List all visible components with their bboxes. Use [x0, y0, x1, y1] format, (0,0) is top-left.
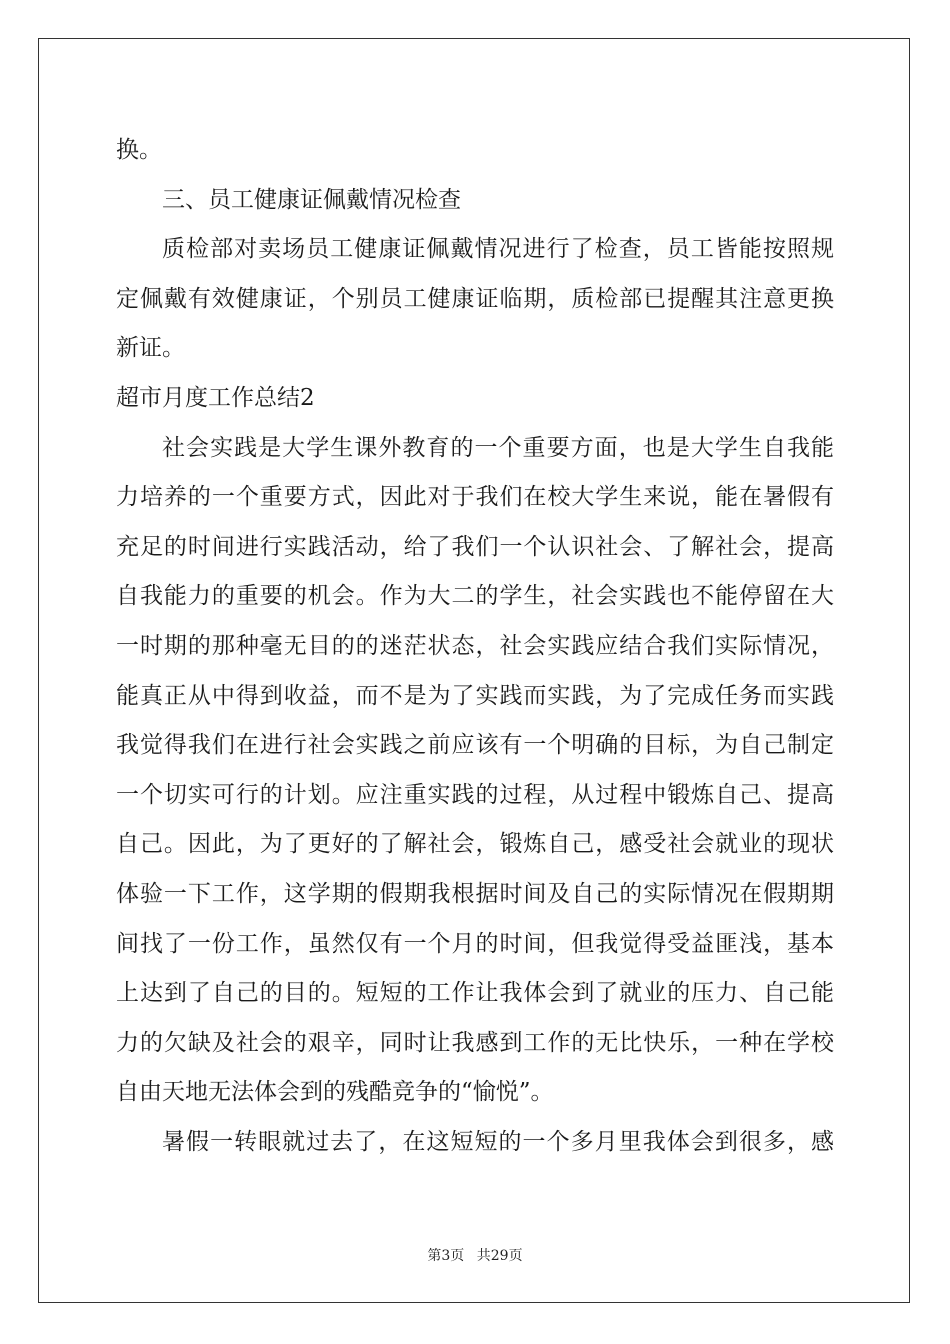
- text-line: 自我能力的重要的机会。作为大二的学生，社会实践也不能停留在大: [116, 583, 834, 610]
- text-line: 新证。: [116, 335, 185, 362]
- document-body: [116, 126, 834, 1167]
- text-line: 体验一下工作，这学期的假期我根据时间及自己的实际情况在假期期: [116, 880, 834, 907]
- text-line: 换。: [116, 137, 162, 163]
- text-line: 自由天地无法体会到的残酷竞争的“愉悦”。: [116, 1079, 554, 1106]
- text-line: 定佩戴有效健康证，个别员工健康证临期，质检部已提醒其注意更换: [116, 285, 834, 312]
- text-line: 力的欠缺及社会的艰辛，同时让我感到工作的无比快乐，一种在学校: [116, 1029, 834, 1056]
- text-line: 间找了一份工作，虽然仅有一个月的时间，但我觉得受益匪浅，基本: [116, 930, 834, 957]
- text-line: 能真正从中得到收益，而不是为了实践而实践，为了完成任务而实践: [116, 682, 834, 709]
- text-line: 暑假一转眼就过去了，在这短短的一个多月里我体会到很多，感: [162, 1128, 834, 1155]
- text-line: 社会实践是大学生课外教育的一个重要方面，也是大学生自我能: [162, 434, 834, 461]
- text-line: 力培养的一个重要方式，因此对于我们在校大学生来说，能在暑假有: [116, 484, 834, 511]
- page-total: 共29页: [476, 1248, 523, 1264]
- text-line: 充足的时间进行实践活动，给了我们一个认识社会、了解社会，提高: [116, 533, 834, 560]
- text-line: 一时期的那种毫无目的的迷茫状态，社会实践应结合我们实际情况，: [116, 632, 834, 659]
- page-footer: [0, 1245, 950, 1265]
- page-number: 第3页: [427, 1248, 465, 1264]
- text-line: 质检部对卖场员工健康证佩戴情况进行了检查，员工皆能按照规: [162, 236, 834, 263]
- text-line: 我觉得我们在进行社会实践之前应该有一个明确的目标，为自己制定: [116, 732, 834, 759]
- text-line: 自己。因此，为了更好的了解社会，锻炼自己，感受社会就业的现状: [116, 831, 834, 858]
- section-heading: 三、员工健康证佩戴情况检查: [162, 186, 461, 213]
- text-line: 上达到了自己的目的。短短的工作让我体会到了就业的压力、自己能: [116, 980, 834, 1007]
- document-title: 超市月度工作总结2: [116, 384, 315, 411]
- text-line: 一个切实可行的计划。应注重实践的过程，从过程中锻炼自己、提高: [116, 781, 834, 808]
